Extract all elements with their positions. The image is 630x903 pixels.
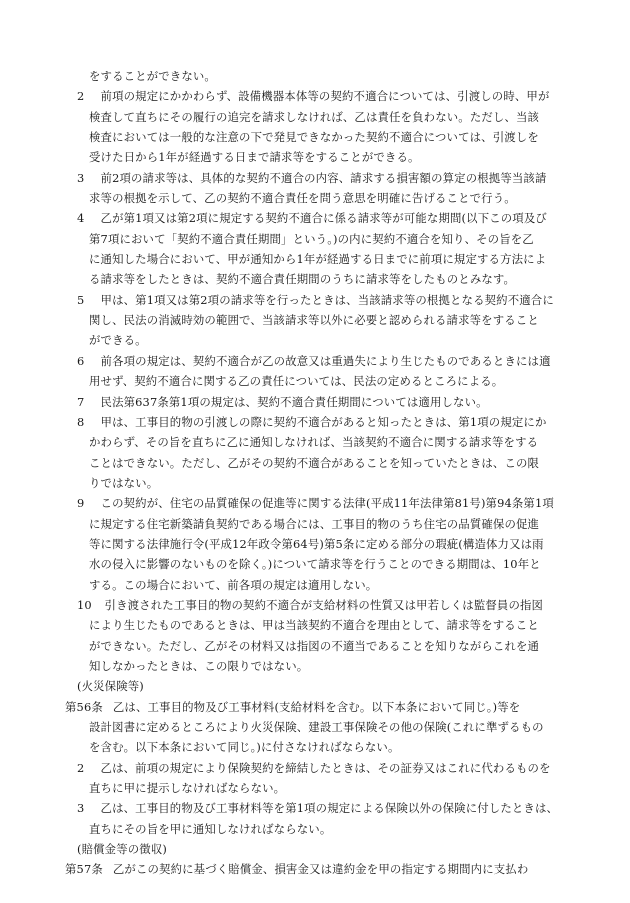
paragraph-number: 3	[77, 801, 85, 816]
article-caption: (賠償金等の徴収)	[77, 842, 167, 857]
text-line: 直ちに甲に提示しなければならない。	[89, 781, 286, 796]
text-line: 乙は、工事目的物及び工事材料等を第1項の規定による保険以外の保険に付したときは、	[89, 801, 559, 816]
paragraph-number: 9	[77, 496, 85, 511]
article-number: 第57条	[65, 862, 103, 877]
text-line: 設計図書に定めるところにより火災保険、建設工事保険その他の保険(これに準ずるもの	[89, 720, 544, 734]
article-caption: (火災保険等)	[77, 679, 144, 694]
paragraph-number: 5	[77, 292, 85, 307]
text-line: 検査においては一般的な注意の下で発見できなかった契約不適合については、引渡しを	[89, 130, 539, 145]
paragraph-item	[77, 798, 586, 839]
paragraph-number: 8	[77, 414, 85, 429]
text-line: この契約が、住宅の品質確保の促進等に関する法律(平成11年法律第81号)第94条第1項	[89, 496, 554, 511]
text-line: に通知した場合において、甲が通知から1年が経過する日までに前項に規定する方法によ	[89, 252, 547, 267]
paragraph-continuation	[77, 66, 586, 86]
article-item	[65, 859, 586, 879]
text-line: る請求等をしたときは、契約不適合責任期間のうちに請求等をしたものとみなす。	[89, 272, 516, 287]
paragraph-item	[77, 392, 586, 412]
text-line: 甲は、第1項又は第2項の請求等を行ったときは、当該請求等の根拠となる契約不適合に	[89, 292, 554, 307]
article-first-line	[65, 697, 586, 717]
text-line: 乙がこの契約に基づく賠償金、損害金又は違約金を甲の指定する期間内に支払わ	[112, 862, 529, 877]
text-line: 前項の規定にかかわらず、設備機器本体等の契約不適合については、引渡しの時、甲が	[89, 89, 550, 104]
paragraph-item	[77, 758, 586, 799]
text-line: りではない。	[89, 475, 159, 490]
paragraph-item	[77, 208, 586, 289]
text-line: 第7項において「契約不適合責任期間」という。)の内に契約不適合を知り、その旨を乙	[89, 231, 534, 246]
text-line: 甲は、工事目的物の引渡しの際に契約不適合があると知ったときは、第1項の規定にか	[89, 414, 547, 429]
text-line: 求等の根拠を示して、乙の契約不適合責任を問う意思を明確に告げることで行う。	[89, 191, 516, 206]
text-line: する。この場合において、前各項の規定は適用しない。	[89, 577, 378, 592]
text-line: 受けた日から1年が経過する日まで請求等をすることができる。	[89, 150, 420, 165]
text-line: ができる。	[89, 333, 147, 348]
text-line: 検査して直ちにその履行の追完を請求しなければ、乙は責任を負わない。ただし、当該	[89, 109, 540, 124]
text-line: に規定する住宅新築請負契約である場合には、工事目的物のうち住宅の品質確保の促進	[89, 516, 540, 531]
text-line: ことはできない。ただし、乙がその契約不適合があることを知っていたときは、この限	[89, 455, 540, 470]
paragraph-item	[77, 168, 586, 209]
paragraph-item	[77, 493, 586, 595]
text-line: 水の侵入に影響のないものを除く。)について請求等を行うことのできる期間は、10年と	[89, 557, 541, 572]
text-line: ができない。ただし、乙がその材料又は指図の不適当であることを知りながらこれを通	[89, 638, 540, 653]
text-line: かわらず、その旨を直ちに乙に通知しなければ、当該契約不適合に関する請求等をする	[89, 435, 539, 450]
paragraph-number: 4	[77, 211, 85, 226]
paragraph-number: 10	[77, 597, 92, 612]
text-line: 前2項の請求等は、具体的な契約不適合の内容、請求する損害額の算定の根拠等当該請	[89, 170, 547, 185]
text-line: 知しなかったときは、この限りではない。	[89, 658, 309, 673]
paragraph-item	[77, 412, 586, 493]
text-line: 前各項の規定は、契約不適合が乙の故意又は重過失により生じたものであるときには適	[89, 353, 551, 368]
text-line: を含む。以下本条において同じ。)に付さなければならない。	[89, 740, 400, 755]
paragraph-number: 7	[77, 394, 85, 409]
text-line: 用せず、契約不適合に関する乙の責任については、民法の定めるところによる。	[89, 374, 504, 389]
text-line: により生じたものであるときは、甲は当該契約不適合を理由として、請求等をすること	[89, 618, 539, 633]
paragraph-number: 3	[77, 170, 85, 185]
text-line: 等に関する法律施行令(平成12年政令第64号)第5条に定める部分の瑕疵(構造体力又は雨	[89, 536, 544, 551]
article-first-line	[65, 859, 586, 879]
paragraph-item	[77, 290, 586, 351]
text-line: 引き渡された工事目的物の契約不適合が支給材料の性質又は甲若しくは監督員の指図	[93, 597, 544, 612]
paragraph-item	[77, 351, 586, 392]
text-line: 乙は、工事目的物及び工事材料(支給材料を含む。以下本条において同じ。)等を	[112, 699, 521, 714]
text-line: 民法第637条第1項の規定は、契約不適合責任期間については適用しない。	[89, 394, 488, 409]
paragraph-number: 2	[77, 89, 85, 104]
paragraph-item	[77, 86, 586, 167]
text-line: 乙が第1項又は第2項に規定する契約不適合に係る請求等が可能な期間(以下この項及び	[89, 211, 547, 226]
text-line: 直ちにその旨を甲に通知しなければならない。	[89, 821, 332, 836]
paragraph-number: 6	[77, 353, 85, 368]
paragraph-number: 2	[77, 760, 85, 775]
paragraph-item	[77, 595, 586, 676]
text-line: をすることができない。	[89, 69, 216, 83]
text-line: 関し、民法の消滅時効の範囲で、当該請求等以外に必要と認められる請求等をすること	[89, 313, 539, 328]
article-number: 第56条	[65, 699, 103, 714]
article-item	[65, 697, 586, 758]
text-line: 乙は、前項の規定により保険契約を締結したときは、その証券又はこれに代わるものを	[89, 760, 551, 775]
